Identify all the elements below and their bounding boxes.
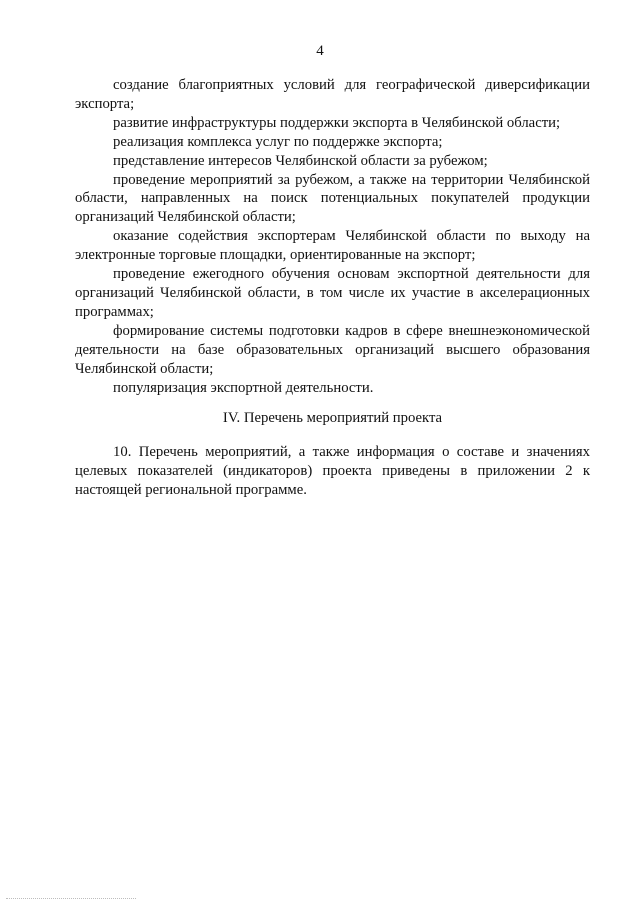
- document-body: [75, 76, 590, 500]
- list-item: проведение мероприятий за рубежом, а также на территории Челябинской области, направленных на поиск потенциальных покупателей продукции организаций Челябинской области;: [75, 171, 590, 226]
- list-item: формирование системы подготовки кадров в сфере внешнеэкономической деятельности на базе образовательных организаций высшего образования Челябинской области;: [75, 322, 590, 377]
- list-item: проведение ежегодного обучения основам экспортной деятельности для организаций Челябинской области, в том числе их участие в акселерационных программах;: [75, 266, 590, 320]
- list-item: создание благоприятных условий для географической диверсификации экспорта;: [75, 77, 590, 112]
- section-heading: IV. Перечень мероприятий проекта: [222, 410, 443, 427]
- page-number: 4: [316, 43, 324, 59]
- list-item: развитие инфраструктуры поддержки экспорта в Челябинской области;: [113, 114, 561, 131]
- list-item: популяризация экспортной деятельности.: [113, 379, 374, 396]
- list-item: реализация комплекса услуг по поддержке экспорта;: [113, 133, 443, 150]
- list-item: оказание содействия экспортерам Челябинской области по выходу на электронные торговые площадки, ориентированные на экспорт;: [75, 228, 590, 264]
- list-item: представление интересов Челябинской области за рубежом;: [113, 152, 488, 169]
- footer-scan-mark: [6, 898, 136, 901]
- section-paragraph: 10. Перечень мероприятий, а также информация о составе и значениях целевых показателей (индикаторов) проекта приведены в приложении 2 к настоящей региональной программе.: [75, 444, 590, 499]
